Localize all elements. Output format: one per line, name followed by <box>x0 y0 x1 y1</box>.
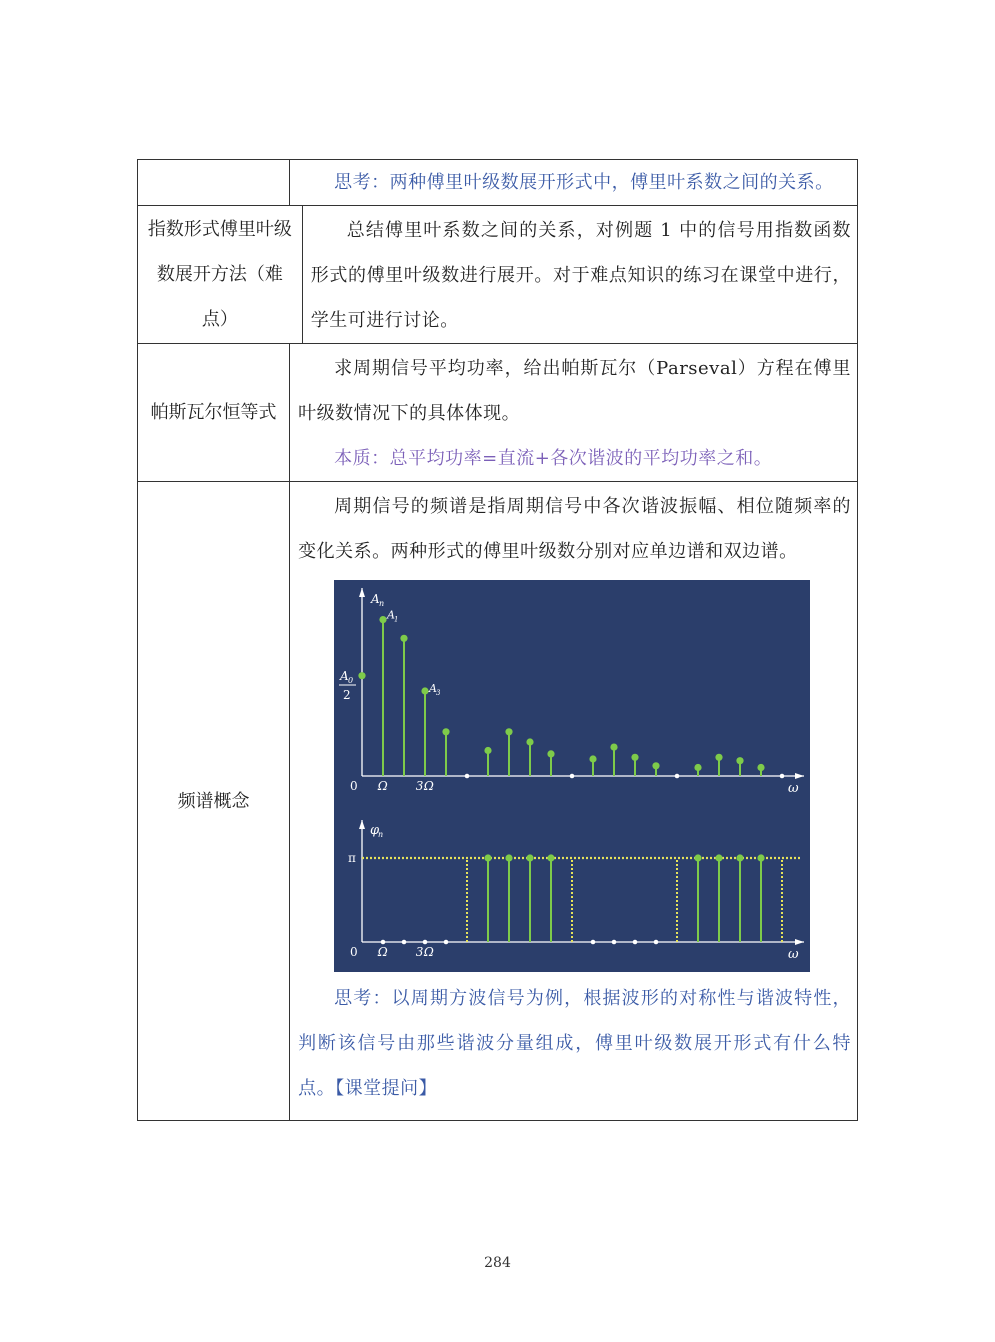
phase-zero-point <box>423 940 428 945</box>
phase-x-label: ω <box>788 947 800 962</box>
phase-zero-point <box>444 940 449 945</box>
amplitude-zero-point <box>465 774 470 779</box>
phase-y-label: φ <box>370 823 380 838</box>
a1-label-sub: 1 <box>394 615 400 624</box>
table-row <box>138 481 857 1120</box>
amplitude-y-label-sub: n <box>379 599 385 608</box>
dc-label-num: A <box>340 669 350 683</box>
a3-label: A <box>429 682 438 695</box>
dc-label-num-sub: 0 <box>348 676 354 685</box>
phase-stem-head <box>695 854 702 861</box>
phase-stem-head <box>527 854 534 861</box>
amplitude-x-label: ω <box>788 781 800 796</box>
phase-stem-head <box>506 854 513 861</box>
phase-zero-point <box>654 940 659 945</box>
amplitude-stem-head <box>527 738 534 745</box>
dc-label-den: 2 <box>343 688 352 702</box>
table-row <box>138 205 857 343</box>
paragraph: 求周期信号平均功率，给出帕斯瓦尔（Parseval）方程在傅里叶级数情况下的具体体现。 <box>298 358 851 424</box>
amplitude-zero-point <box>570 774 575 779</box>
amplitude-stem-head <box>632 754 639 761</box>
phase-stem-head <box>758 854 765 861</box>
amplitude-zero-point <box>780 774 785 779</box>
amplitude-stem-head <box>758 764 765 771</box>
paragraph: 周期信号的频谱是指周期信号中各次谐波振幅、相位随频率的变化关系。两种形式的傅里叶级数分别对应单边谱和双边谱。 <box>298 496 851 562</box>
table-row <box>138 343 857 481</box>
phase-zero-point <box>612 940 617 945</box>
amplitude-stem-head <box>548 750 555 757</box>
row-content <box>303 206 857 343</box>
phase-zero-point <box>633 940 638 945</box>
row-label: 指数形式傅里叶级数展开方法（难点） <box>138 206 303 343</box>
amplitude-stem-head <box>716 754 723 761</box>
phase-stem-head <box>716 854 723 861</box>
think-text: 思考：两种傅里叶级数展开形式中，傅里叶系数之间的关系。 <box>334 172 834 193</box>
paragraph: 总结傅里叶系数之间的关系，对例题 1 中的信号用指数函数形式的傅里叶级数进行展开。对于难点知识的练习在课堂中进行，学生可进行讨论。 <box>310 220 851 331</box>
phase-zero-point <box>591 940 596 945</box>
spectrum-figure <box>334 580 810 972</box>
amplitude-stem-head <box>443 728 450 735</box>
page-number: 284 <box>484 1255 511 1271</box>
row-label: 频谱概念 <box>138 482 290 1120</box>
amplitude-stem-head <box>611 744 618 751</box>
amplitude-stem-head <box>590 755 597 762</box>
row-label: 帕斯瓦尔恒等式 <box>138 344 290 481</box>
amplitude-stem-head <box>485 747 492 754</box>
amplitude-y-label: A <box>371 592 381 606</box>
phase-origin-label: 0 <box>350 945 359 959</box>
phase-pi-label: π <box>348 851 357 865</box>
table-row <box>138 159 857 205</box>
phase-zero-point <box>402 940 407 945</box>
phase-tick-label: 3Ω <box>415 945 435 959</box>
a1-label: A <box>387 608 396 622</box>
amplitude-origin-label: 0 <box>350 779 359 793</box>
phase-stem-head <box>737 854 744 861</box>
phase-y-label-sub: n <box>378 830 384 839</box>
amplitude-tick-label: 3Ω <box>415 779 435 793</box>
row-content <box>290 344 857 481</box>
phase-tick-label: Ω <box>377 945 389 959</box>
amplitude-stem-head <box>380 616 387 623</box>
think-text: 思考：以周期方波信号为例，根据波形的对称性与谐波特性，判断该信号由那些谐波分量组成，傅里叶级数展开形式有什么特点。【课堂提问】 <box>298 988 851 1099</box>
amplitude-tick-label: Ω <box>377 779 389 793</box>
row-label <box>138 160 290 205</box>
amplitude-stem-head <box>653 762 660 769</box>
phase-stem-head <box>548 854 555 861</box>
spectrum-svg <box>334 580 810 972</box>
amplitude-zero-point <box>675 774 680 779</box>
row-content <box>290 482 857 1120</box>
amplitude-stem-head <box>506 728 513 735</box>
a3-label-sub: 3 <box>436 689 442 697</box>
amplitude-stem-head <box>737 757 744 764</box>
lesson-table <box>137 159 858 1121</box>
essence-text: 本质：总平均功率=直流+各次谐波的平均功率之和。 <box>334 448 773 469</box>
amplitude-dc-point <box>359 672 366 679</box>
row-content <box>290 160 857 205</box>
amplitude-stem-head <box>695 764 702 771</box>
amplitude-stem-head <box>401 635 408 642</box>
phase-zero-point <box>381 940 386 945</box>
amplitude-stem-head <box>422 687 429 694</box>
phase-stem-head <box>485 854 492 861</box>
